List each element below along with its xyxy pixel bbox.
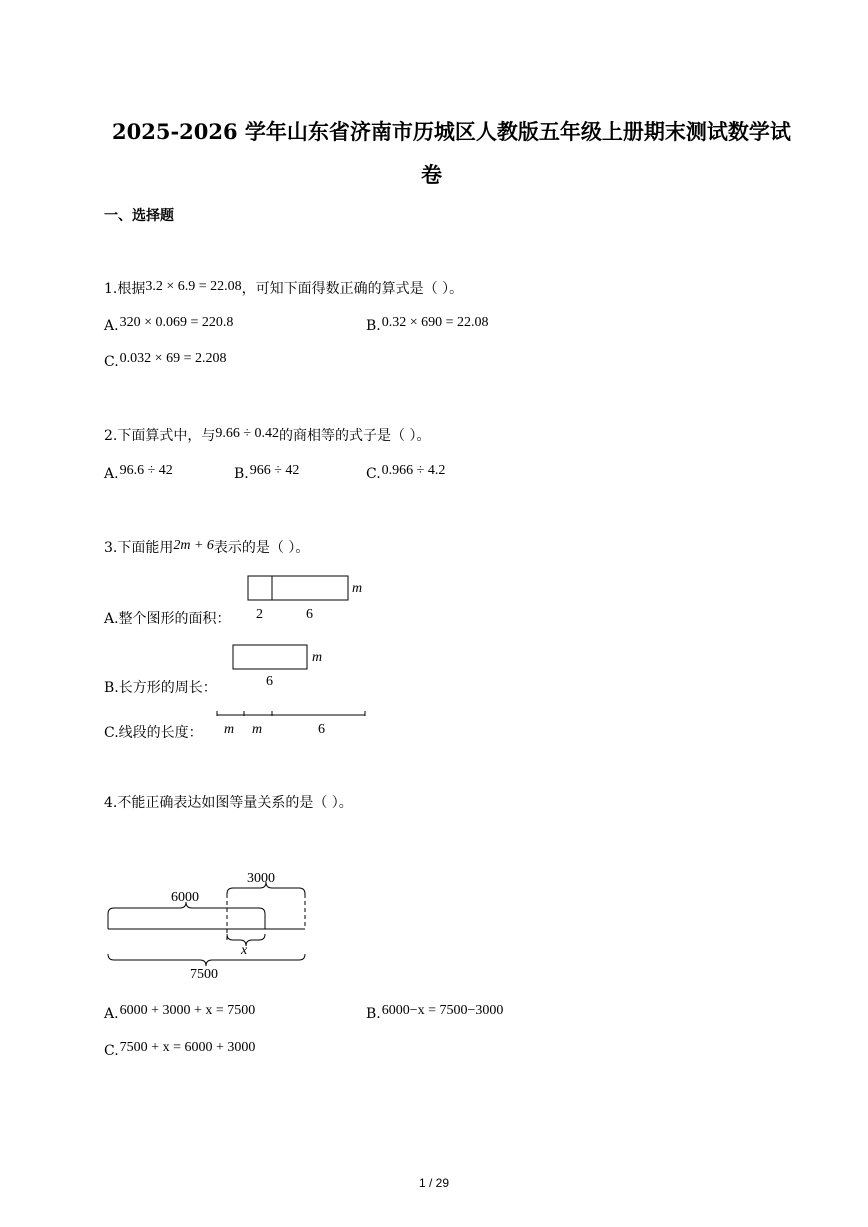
diagram-label-x: x <box>241 943 248 958</box>
question-4: 4.不能正确表达如图等量关系的是（ ）。 <box>104 795 353 811</box>
option-text: 长方形的周长： <box>118 680 217 696</box>
option-text: 6000−x = 7500−3000 <box>381 1003 504 1018</box>
q3-prefix: 3.下面能用 <box>104 540 174 556</box>
option-text: 整个图形的面积： <box>118 611 231 627</box>
fig-c-label-3: 6 <box>318 722 325 737</box>
option-letter: B. <box>366 1006 381 1022</box>
q3-option-c[interactable] <box>104 722 203 742</box>
q3-option-a[interactable] <box>104 608 231 628</box>
q2-option-a[interactable] <box>104 462 173 482</box>
diagram-label-7500: 7500 <box>190 967 218 982</box>
fig-b-label-bottom: 6 <box>266 674 273 689</box>
option-text: 7500 + x = 6000 + 3000 <box>119 1040 256 1055</box>
option-letter: C. <box>104 354 119 370</box>
q2-formula: 9.66 ÷ 0.42 <box>215 426 280 441</box>
option-letter: B. <box>366 318 381 334</box>
fig-a-label-left: 2 <box>256 607 263 622</box>
option-letter: C. <box>104 1043 119 1059</box>
page-title: 2025-2026 学年山东省济南市历城区人教版五年级上册期末测试数学试 <box>112 119 791 144</box>
q2-option-c[interactable] <box>366 462 445 482</box>
option-text: 线段的长度： <box>118 725 203 741</box>
fig-c-label-2: m <box>252 722 263 737</box>
question-2 <box>104 425 431 445</box>
q3-figure-c <box>212 708 372 740</box>
option-text: 320 × 0.069 = 220.8 <box>119 315 234 330</box>
fig-a-label-right: 6 <box>306 607 313 622</box>
q2-prefix: 2.下面算式中，与 <box>104 428 216 444</box>
question-1 <box>104 278 463 298</box>
option-letter: B. <box>104 680 119 696</box>
fig-b-label-side: m <box>312 650 323 665</box>
q3-figure-b <box>230 641 340 691</box>
option-text: 0.966 ÷ 4.2 <box>381 463 446 478</box>
q3-formula: 2m + 6 <box>173 538 214 553</box>
option-letter: A. <box>104 466 119 482</box>
q3-suffix: 表示的是（ ）。 <box>213 540 310 556</box>
option-text: 966 ÷ 42 <box>249 463 300 478</box>
q3-option-b[interactable] <box>104 677 217 697</box>
option-text: 0.32 × 690 = 22.08 <box>381 315 489 330</box>
option-letter: C. <box>366 466 381 482</box>
q4-diagram <box>100 862 315 982</box>
q1-suffix: ，可知下面得数正确的算式是（ ）。 <box>241 281 464 297</box>
q3-figure-a <box>244 572 374 624</box>
fig-a-label-side: m <box>352 581 363 596</box>
q1-option-a[interactable] <box>104 314 233 334</box>
q4-option-a[interactable] <box>104 1002 255 1022</box>
question-3 <box>104 537 309 557</box>
option-text: 0.032 × 69 = 2.208 <box>119 351 227 366</box>
page-number: 1 / 29 <box>418 1176 450 1190</box>
option-text: 6000 + 3000 + x = 7500 <box>119 1003 256 1018</box>
q1-option-b[interactable] <box>366 314 489 334</box>
diagram-label-6000: 6000 <box>171 890 199 905</box>
option-letter: B. <box>234 466 249 482</box>
option-letter: A. <box>104 318 119 334</box>
fig-c-label-1: m <box>224 722 235 737</box>
diagram-label-3000: 3000 <box>247 871 275 886</box>
option-letter: C. <box>104 725 119 741</box>
q4-option-c[interactable] <box>104 1039 255 1059</box>
q1-formula: 3.2 × 6.9 = 22.08 <box>145 279 242 294</box>
option-text: 96.6 ÷ 42 <box>119 463 173 478</box>
section-heading: 一、选择题 <box>104 208 174 224</box>
q2-suffix: 的商相等的式子是（ ）。 <box>279 428 431 444</box>
q1-prefix: 1.根据 <box>104 281 146 297</box>
q2-option-b[interactable] <box>234 462 299 482</box>
q4-option-b[interactable] <box>366 1002 503 1022</box>
page-title-continued: 卷 <box>421 162 442 187</box>
option-letter: A. <box>104 611 119 627</box>
q1-option-c[interactable] <box>104 350 226 370</box>
option-letter: A. <box>104 1006 119 1022</box>
